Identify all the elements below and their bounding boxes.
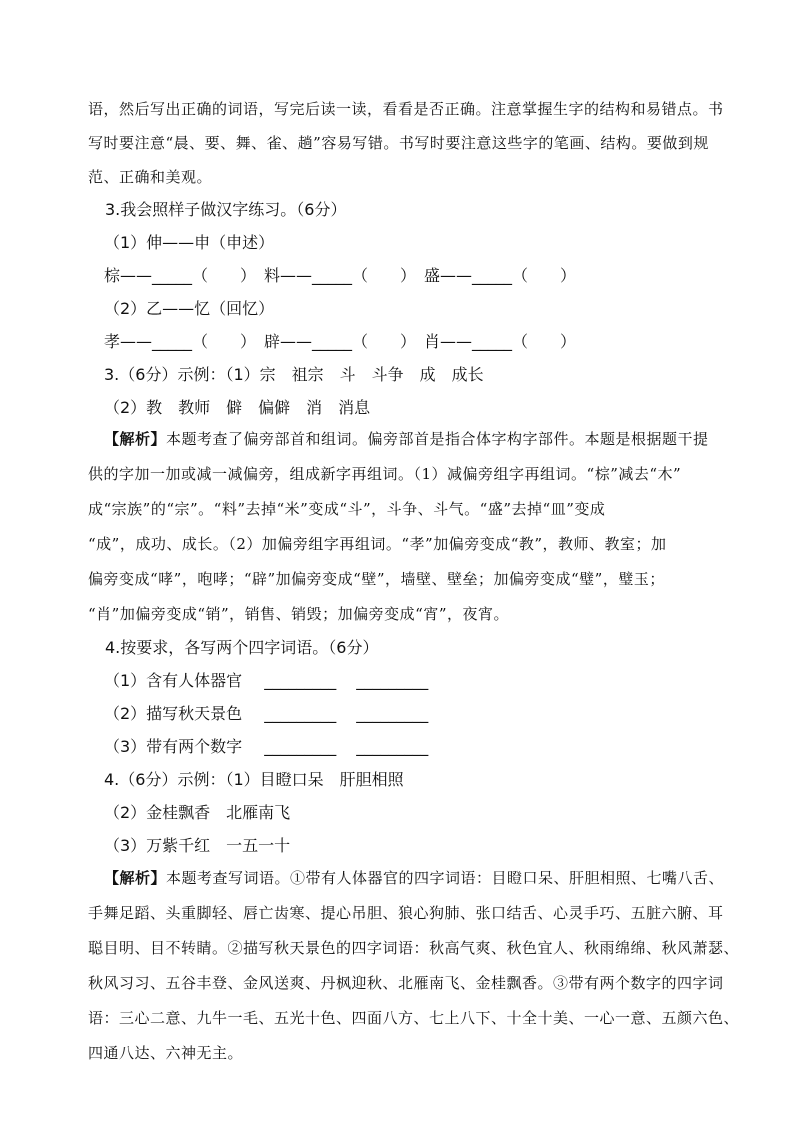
answer-line: 3.（6分）示例：（1）宗 祖宗 斗 斗争 成 成长: [104, 365, 484, 384]
word-requirement-line: [104, 739, 428, 755]
answer-blank: _________: [264, 704, 337, 723]
requirement-label: （2）描写秋天景色: [104, 704, 243, 723]
explanation-line: 成“宗族”的“宗”。“料”去掉“米”变成“斗”，斗争、斗气。“盛”去掉“皿”变成: [88, 500, 606, 518]
answer-blank: _________: [356, 671, 429, 690]
explanation-line: 聪目明、目不转睛。②描写秋天景色的四字词语：秋高气爽、秋色宜人、秋雨绵绵、秋风萧瑟、: [88, 939, 740, 957]
explanation-line: [104, 432, 709, 447]
explanation-line: 偏旁变成“哮”，咆哮；“辟”加偏旁变成“壁”，墙壁、壁垒；加偏旁变成“璧”，璧玉；: [88, 570, 665, 588]
explanation-line: 秋风习习、五谷丰登、金风送爽、丹枫迎秋、北雁南飞、金桂飘香。③带有两个数字的四字词: [88, 974, 724, 992]
answer-line: （2）教 教师 僻 偏僻 消 消息: [104, 398, 371, 417]
explanation-line: 四通八达、六神无主。: [88, 1044, 244, 1062]
explanation-line: 供的字加一加或减一减偏旁，组成新字再组词。（1）减偏旁组字再组词。“棕”减去“木”: [88, 465, 682, 483]
requirement-label: （3）带有两个数字: [104, 737, 243, 756]
question-title: 3.我会照样子做汉字练习。（6分）: [105, 200, 347, 219]
explanation-line: 范、正确和美观。: [88, 168, 213, 186]
answer-blank: _________: [264, 737, 337, 756]
answer-blank: _________: [356, 737, 429, 756]
example-line: （1）伸——申（申述）: [104, 233, 275, 252]
answer-line: （3）万紫千红 一五一十: [104, 836, 291, 855]
explanation-text: 本题考查写词语。①带有人体器官的四字词语：目瞪口呆、肝胆相照、七嘴八舌、: [166, 869, 725, 887]
explanation-line: “肖”加偏旁变成“销”，销售、销毁；加偏旁变成“宵”，夜宵。: [88, 605, 510, 623]
requirement-label: （1）含有人体器官: [104, 671, 243, 690]
explanation-line: 语，然后写出正确的词语，写完后读一读，看看是否正确。注意掌握生字的结构和易错点。书: [88, 100, 724, 118]
word-requirement-line: [104, 706, 428, 722]
word-requirement-line: [104, 673, 428, 689]
explanation-line: “成”，成功、成长。（2）加偏旁组字再组词。“孝”加偏旁变成“教”，教师、教室；加: [88, 535, 667, 553]
explanation-label: 【解析】: [104, 869, 167, 887]
explanation-label: 【解析】: [104, 430, 167, 448]
explanation-line: 写时要注意“晨、要、舞、雀、趟”容易写错。书写时要注意这些字的笔画、结构。要做到规: [88, 134, 709, 152]
explanation-line: 语：三心二意、九牛一毛、五光十色、四面八方、七上八下、十全十美、一心一意、五颜六色、: [88, 1009, 740, 1027]
answer-blank: _________: [264, 671, 337, 690]
fill-in-line: 孝——_____（ ） 辟——_____（ ） 肖——_____（ ）: [104, 332, 577, 351]
explanation-line: [104, 871, 724, 886]
question-title: 4.按要求，各写两个四字词语。（6分）: [105, 638, 379, 657]
explanation-text: 本题考查了偏旁部首和组词。偏旁部首是指合体字构字部件。本题是根据题干提: [166, 430, 709, 448]
answer-blank: _________: [356, 704, 429, 723]
answer-line: 4.（6分）示例：（1）目瞪口呆 肝胆相照: [104, 770, 404, 789]
explanation-line: 手舞足蹈、头重脚轻、唇亡齿寒、提心吊胆、狼心狗肺、张口结舌、心灵手巧、五脏六腑、耳: [88, 904, 724, 922]
fill-in-line: 棕——_____（ ） 料——_____（ ） 盛——_____（ ）: [104, 266, 577, 285]
example-line: （2）乙——忆（回忆）: [104, 299, 275, 318]
answer-line: （2）金桂飘香 北雁南飞: [104, 803, 291, 822]
